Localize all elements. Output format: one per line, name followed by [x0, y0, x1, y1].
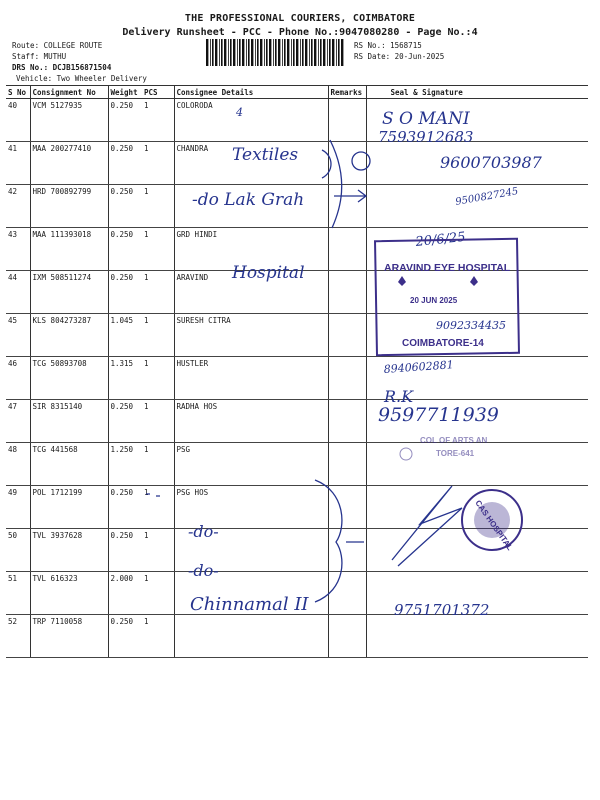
hw-r42-detail: -do Lak Grah	[192, 190, 305, 210]
hw-r47-sign: R.K	[384, 387, 414, 406]
cell-remarks	[328, 99, 366, 142]
cell-consignment: HRD 700892799	[30, 185, 108, 228]
table-row	[6, 443, 588, 486]
cell-consignment: VCM 5127935	[30, 99, 108, 142]
cell-sno: 42	[6, 185, 30, 228]
vehicle-label: Vehicle: Two Wheeler Delivery	[16, 74, 147, 83]
stamp-aravind-name: ARAVIND EYE HOSPITAL	[384, 262, 511, 274]
cell-consignment: SIR 8315140	[30, 400, 108, 443]
stamp-aravind-date: 20 JUN 2025	[410, 296, 458, 305]
cell-seal	[366, 185, 588, 228]
hw-r51-detail: -do-	[188, 561, 219, 580]
stamp-college-line2: TORE-641	[436, 449, 475, 458]
cell-sno: 50	[6, 529, 30, 572]
cell-consignee	[174, 615, 328, 658]
cell-consignee	[174, 185, 328, 228]
hw-r40-sign: S O MANI	[382, 109, 470, 129]
rs-number: RS No.: 1568715	[354, 41, 422, 50]
col-seal: Seal & Signature	[366, 86, 588, 99]
cell-sno: 40	[6, 99, 30, 142]
cell-consignment: KLS 804273287	[30, 314, 108, 357]
cell-pcs: 1	[142, 400, 174, 443]
cell-pcs: 1	[142, 486, 174, 529]
stamp-circle-text: CAS HOSPITAL	[473, 498, 515, 553]
cell-remarks	[328, 228, 366, 271]
cell-consignment: POL 1712199	[30, 486, 108, 529]
cell-pcs: 1	[142, 357, 174, 400]
cell-remarks	[328, 400, 366, 443]
cell-remarks	[328, 615, 366, 658]
cell-pcs: 1	[142, 271, 174, 314]
cell-consignment: TVL 3937628	[30, 529, 108, 572]
cell-sno: 46	[6, 357, 30, 400]
staff-label: Staff: MUTHU	[12, 52, 67, 61]
col-pcs: PCS	[142, 86, 174, 99]
cell-weight: 0.250	[108, 142, 142, 185]
hw-r41-detail: Textiles	[232, 145, 299, 165]
cell-seal	[366, 314, 588, 357]
table-row	[6, 486, 588, 529]
cell-consignment: TCG 50893708	[30, 357, 108, 400]
cell-seal	[366, 443, 588, 486]
cell-remarks	[328, 185, 366, 228]
cell-sno: 47	[6, 400, 30, 443]
cell-weight: 0.250	[108, 228, 142, 271]
hw-r45-phone: 9092334435	[436, 319, 506, 332]
runsheet-subtitle: Delivery Runsheet - PCC - Phone No.:9047080280 - Page No.:4	[122, 27, 478, 38]
cell-seal	[366, 529, 588, 572]
cell-remarks	[328, 529, 366, 572]
hw-r46-phone: 8940602881	[383, 358, 455, 376]
cell-weight: 0.250	[108, 99, 142, 142]
col-weight: Weight	[108, 86, 142, 99]
cell-consignment: TVL 616323	[30, 572, 108, 615]
hw-r42-phone: 9500827245	[454, 186, 520, 208]
cell-sno: 45	[6, 314, 30, 357]
cell-pcs: 1	[142, 142, 174, 185]
cell-weight: 0.250	[108, 615, 142, 658]
cell-pcs: 1	[142, 99, 174, 142]
drs-label: DRS No.: DCJB156871504	[12, 63, 112, 72]
cell-pcs: 1	[142, 529, 174, 572]
cell-sno: 41	[6, 142, 30, 185]
cell-remarks	[328, 142, 366, 185]
table-row	[6, 99, 588, 142]
cell-seal	[366, 615, 588, 658]
hw-r50-detail: -do-	[188, 522, 219, 541]
cell-remarks	[328, 314, 366, 357]
cell-remarks	[328, 572, 366, 615]
cell-remarks	[328, 271, 366, 314]
hw-r44-detail: Hospital	[232, 263, 305, 283]
cell-consignee: SURESH CITRA	[174, 314, 328, 357]
stamp-college-line1: COL OF ARTS AN	[420, 436, 488, 445]
cell-seal	[366, 400, 588, 443]
cell-sno: 44	[6, 271, 30, 314]
cell-weight: 2.000	[108, 572, 142, 615]
cell-pcs: 1	[142, 443, 174, 486]
runsheet-table	[6, 85, 588, 658]
col-consignee: Consignee Details	[174, 86, 328, 99]
cell-weight: 1.315	[108, 357, 142, 400]
cell-remarks	[328, 357, 366, 400]
hw-r43-sign: 20/6/25	[414, 229, 467, 250]
cell-consignee: PSG	[174, 443, 328, 486]
company-title: THE PROFESSIONAL COURIERS, COIMBATORE	[184, 13, 416, 24]
cell-consignment: MAA 200277410	[30, 142, 108, 185]
cell-remarks	[328, 486, 366, 529]
table-row	[6, 529, 588, 572]
table-row	[6, 400, 588, 443]
cell-weight: 1.250	[108, 443, 142, 486]
hw-r40-detail: 4	[236, 106, 243, 119]
table-row	[6, 271, 588, 314]
cell-seal	[366, 142, 588, 185]
cell-sno: 51	[6, 572, 30, 615]
table-row	[6, 142, 588, 185]
hw-r47-phone: 9597711939	[378, 404, 499, 426]
cell-consignment: TRP 7110058	[30, 615, 108, 658]
cell-pcs: 1	[142, 615, 174, 658]
table-row	[6, 314, 588, 357]
cell-consignee: HUSTLER	[174, 357, 328, 400]
rs-date: RS Date: 20-Jun-2025	[354, 52, 445, 61]
table-header	[6, 86, 588, 99]
cell-consignee: RADHA HOS	[174, 400, 328, 443]
barcode	[206, 39, 344, 66]
cell-weight: 0.250	[108, 400, 142, 443]
cell-pcs: 1	[142, 185, 174, 228]
table-row	[6, 228, 588, 271]
cell-consignee: GRD HINDI	[174, 228, 328, 271]
cell-consignment: IXM 508511274	[30, 271, 108, 314]
cell-consignee: CHANDRA	[174, 142, 328, 185]
cell-consignee: COLORODA	[174, 99, 328, 142]
cell-sno: 48	[6, 443, 30, 486]
cell-seal	[366, 357, 588, 400]
cell-sno: 52	[6, 615, 30, 658]
col-sno: S No	[6, 86, 30, 99]
cell-seal	[366, 572, 588, 615]
cell-sno: 43	[6, 228, 30, 271]
cell-weight: 0.250	[108, 271, 142, 314]
cell-sno: 49	[6, 486, 30, 529]
cell-pcs: 1	[142, 228, 174, 271]
cell-weight: 1.045	[108, 314, 142, 357]
table-row	[6, 185, 588, 228]
cell-consignee	[174, 572, 328, 615]
cell-weight: 0.250	[108, 486, 142, 529]
route-label: Route: COLLEGE ROUTE	[12, 41, 103, 50]
hw-r40-phone: 7593912683	[378, 128, 474, 146]
cell-weight: 0.250	[108, 185, 142, 228]
cell-pcs: 1	[142, 314, 174, 357]
cell-weight: 0.250	[108, 529, 142, 572]
hw-r52-detail: Chinnamal II	[190, 594, 309, 615]
cell-seal	[366, 228, 588, 271]
hw-r52-phone: 9751701372	[394, 601, 490, 619]
table-row	[6, 572, 588, 615]
hw-r41-sign: 9600703987	[440, 153, 542, 172]
col-remarks: Remarks	[328, 86, 366, 99]
cell-consignee: ARAVIND	[174, 271, 328, 314]
cell-consignment: TCG 441568	[30, 443, 108, 486]
col-consignment: Consignment No	[30, 86, 108, 99]
cell-consignee	[174, 529, 328, 572]
cell-consignee: PSG HOS	[174, 486, 328, 529]
cell-seal	[366, 271, 588, 314]
cell-seal	[366, 99, 588, 142]
cell-remarks	[328, 443, 366, 486]
cell-seal	[366, 486, 588, 529]
table-row	[6, 615, 588, 658]
cell-pcs: 1	[142, 572, 174, 615]
stamp-aravind-city: COIMBATORE-14	[402, 338, 484, 349]
cell-consignment: MAA 111393018	[30, 228, 108, 271]
table-row	[6, 357, 588, 400]
